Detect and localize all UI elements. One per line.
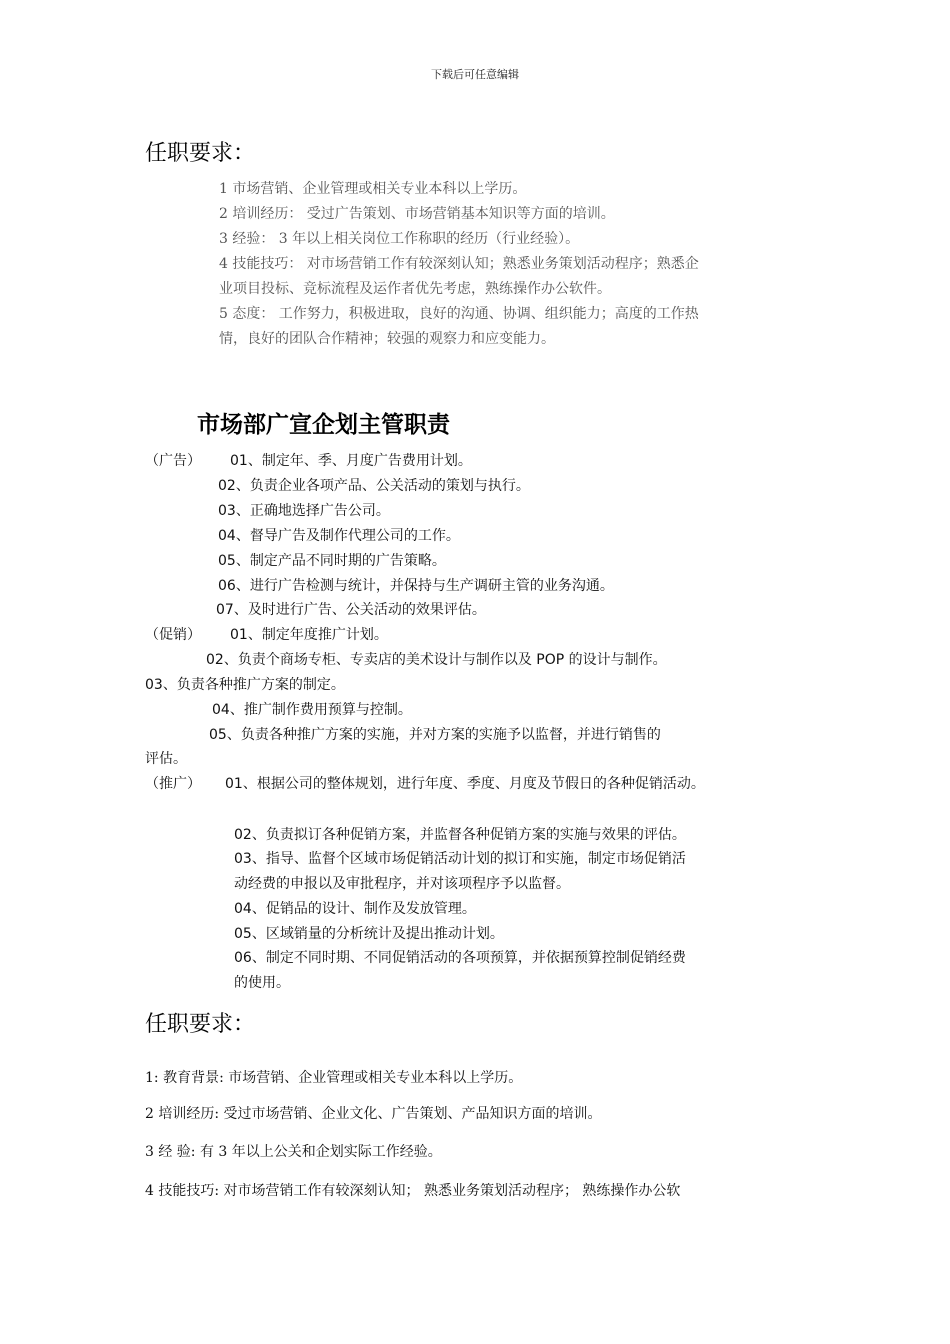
requirement-item: 5 态度： 工作努力，积极进取，良好的沟通、协调、组织能力；高度的工作热 — [219, 306, 699, 322]
requirement-item-2: 2 培训经历: 受过市场营销、企业文化、广告策划、产品知识方面的培训。 — [145, 1106, 602, 1122]
promo-line: 02、负责个商场专柜、专卖店的美术设计与制作以及 POP 的设计与制作。 — [206, 652, 667, 668]
push-line: 06、制定不同时期、不同促销活动的各项预算，并依据预算控制促销经费 — [234, 950, 686, 966]
ad-line: 02、负责企业各项产品、公关活动的策划与执行。 — [218, 478, 530, 494]
promo-line: 04、推广制作费用预算与控制。 — [212, 702, 412, 718]
ad-line: 03、正确地选择广告公司。 — [218, 503, 390, 519]
push-line: 的使用。 — [234, 975, 290, 991]
push-line: 02、负责拟订各种促销方案，并监督各种促销方案的实施与效果的评估。 — [234, 827, 686, 843]
promo-line: 03、负责各种推广方案的制定。 — [145, 677, 345, 693]
page-title: 市场部广宣企划主管职责 — [197, 412, 450, 438]
requirement-item-2: 3 经 验: 有 3 年以上公关和企划实际工作经验。 — [145, 1144, 442, 1160]
push-line: 03、指导、监督个区域市场促销活动计划的拟订和实施，制定市场促销活 — [234, 851, 686, 867]
requirements-heading: 任职要求： — [145, 141, 256, 166]
push-line: 05、区域销量的分析统计及提出推动计划。 — [234, 926, 504, 942]
ad-line: 05、制定产品不同时期的广告策略。 — [218, 553, 446, 569]
requirement-item-2: 1: 教育背景: 市场营销、企业管理或相关专业本科以上学历。 — [145, 1070, 523, 1086]
page-header: 下载后可任意编辑 — [431, 68, 519, 81]
push-tag: （推广） — [145, 776, 201, 792]
requirement-item: 1 市场营销、企业管理或相关专业本科以上学历。 — [219, 181, 527, 197]
promo-line: 05、负责各种推广方案的实施，并对方案的实施予以监督，并进行销售的 — [209, 727, 661, 743]
ad-tag: （广告） — [145, 453, 201, 469]
push-line: 01、根据公司的整体规划，进行年度、季度、月度及节假日的各种促销活动。 — [225, 776, 705, 792]
push-line: 动经费的申报以及审批程序，并对该项程序予以监督。 — [234, 876, 570, 892]
promo-tag: （促销） — [145, 627, 201, 643]
push-line: 04、促销品的设计、制作及发放管理。 — [234, 901, 476, 917]
requirement-item: 4 技能技巧： 对市场营销工作有较深刻认知；熟悉业务策划活动程序；熟悉企 — [219, 256, 699, 272]
ad-line: 06、进行广告检测与统计，并保持与生产调研主管的业务沟通。 — [218, 578, 614, 594]
ad-line: 04、督导广告及制作代理公司的工作。 — [218, 528, 460, 544]
requirement-item: 2 培训经历： 受过广告策划、市场营销基本知识等方面的培训。 — [219, 206, 615, 222]
requirement-item: 情，良好的团队合作精神；较强的观察力和应变能力。 — [219, 331, 555, 347]
promo-line: 评估。 — [145, 751, 187, 767]
requirement-item: 业项目投标、竞标流程及运作者优先考虑，熟练操作办公软件。 — [219, 281, 611, 297]
promo-line: 01、制定年度推广计划。 — [230, 627, 388, 643]
requirements-list — [219, 177, 809, 352]
requirement-item-2: 4 技能技巧: 对市场营销工作有较深刻认知； 熟悉业务策划活动程序； 熟练操作办公软 — [145, 1183, 681, 1199]
ad-line: 01、制定年、季、月度广告费用计划。 — [230, 453, 472, 469]
ad-line: 07、及时进行广告、公关活动的效果评估。 — [216, 602, 486, 618]
requirement-item: 3 经验： 3 年以上相关岗位工作称职的经历（行业经验）。 — [219, 231, 580, 247]
requirements-heading-2: 任职要求： — [145, 1012, 256, 1037]
